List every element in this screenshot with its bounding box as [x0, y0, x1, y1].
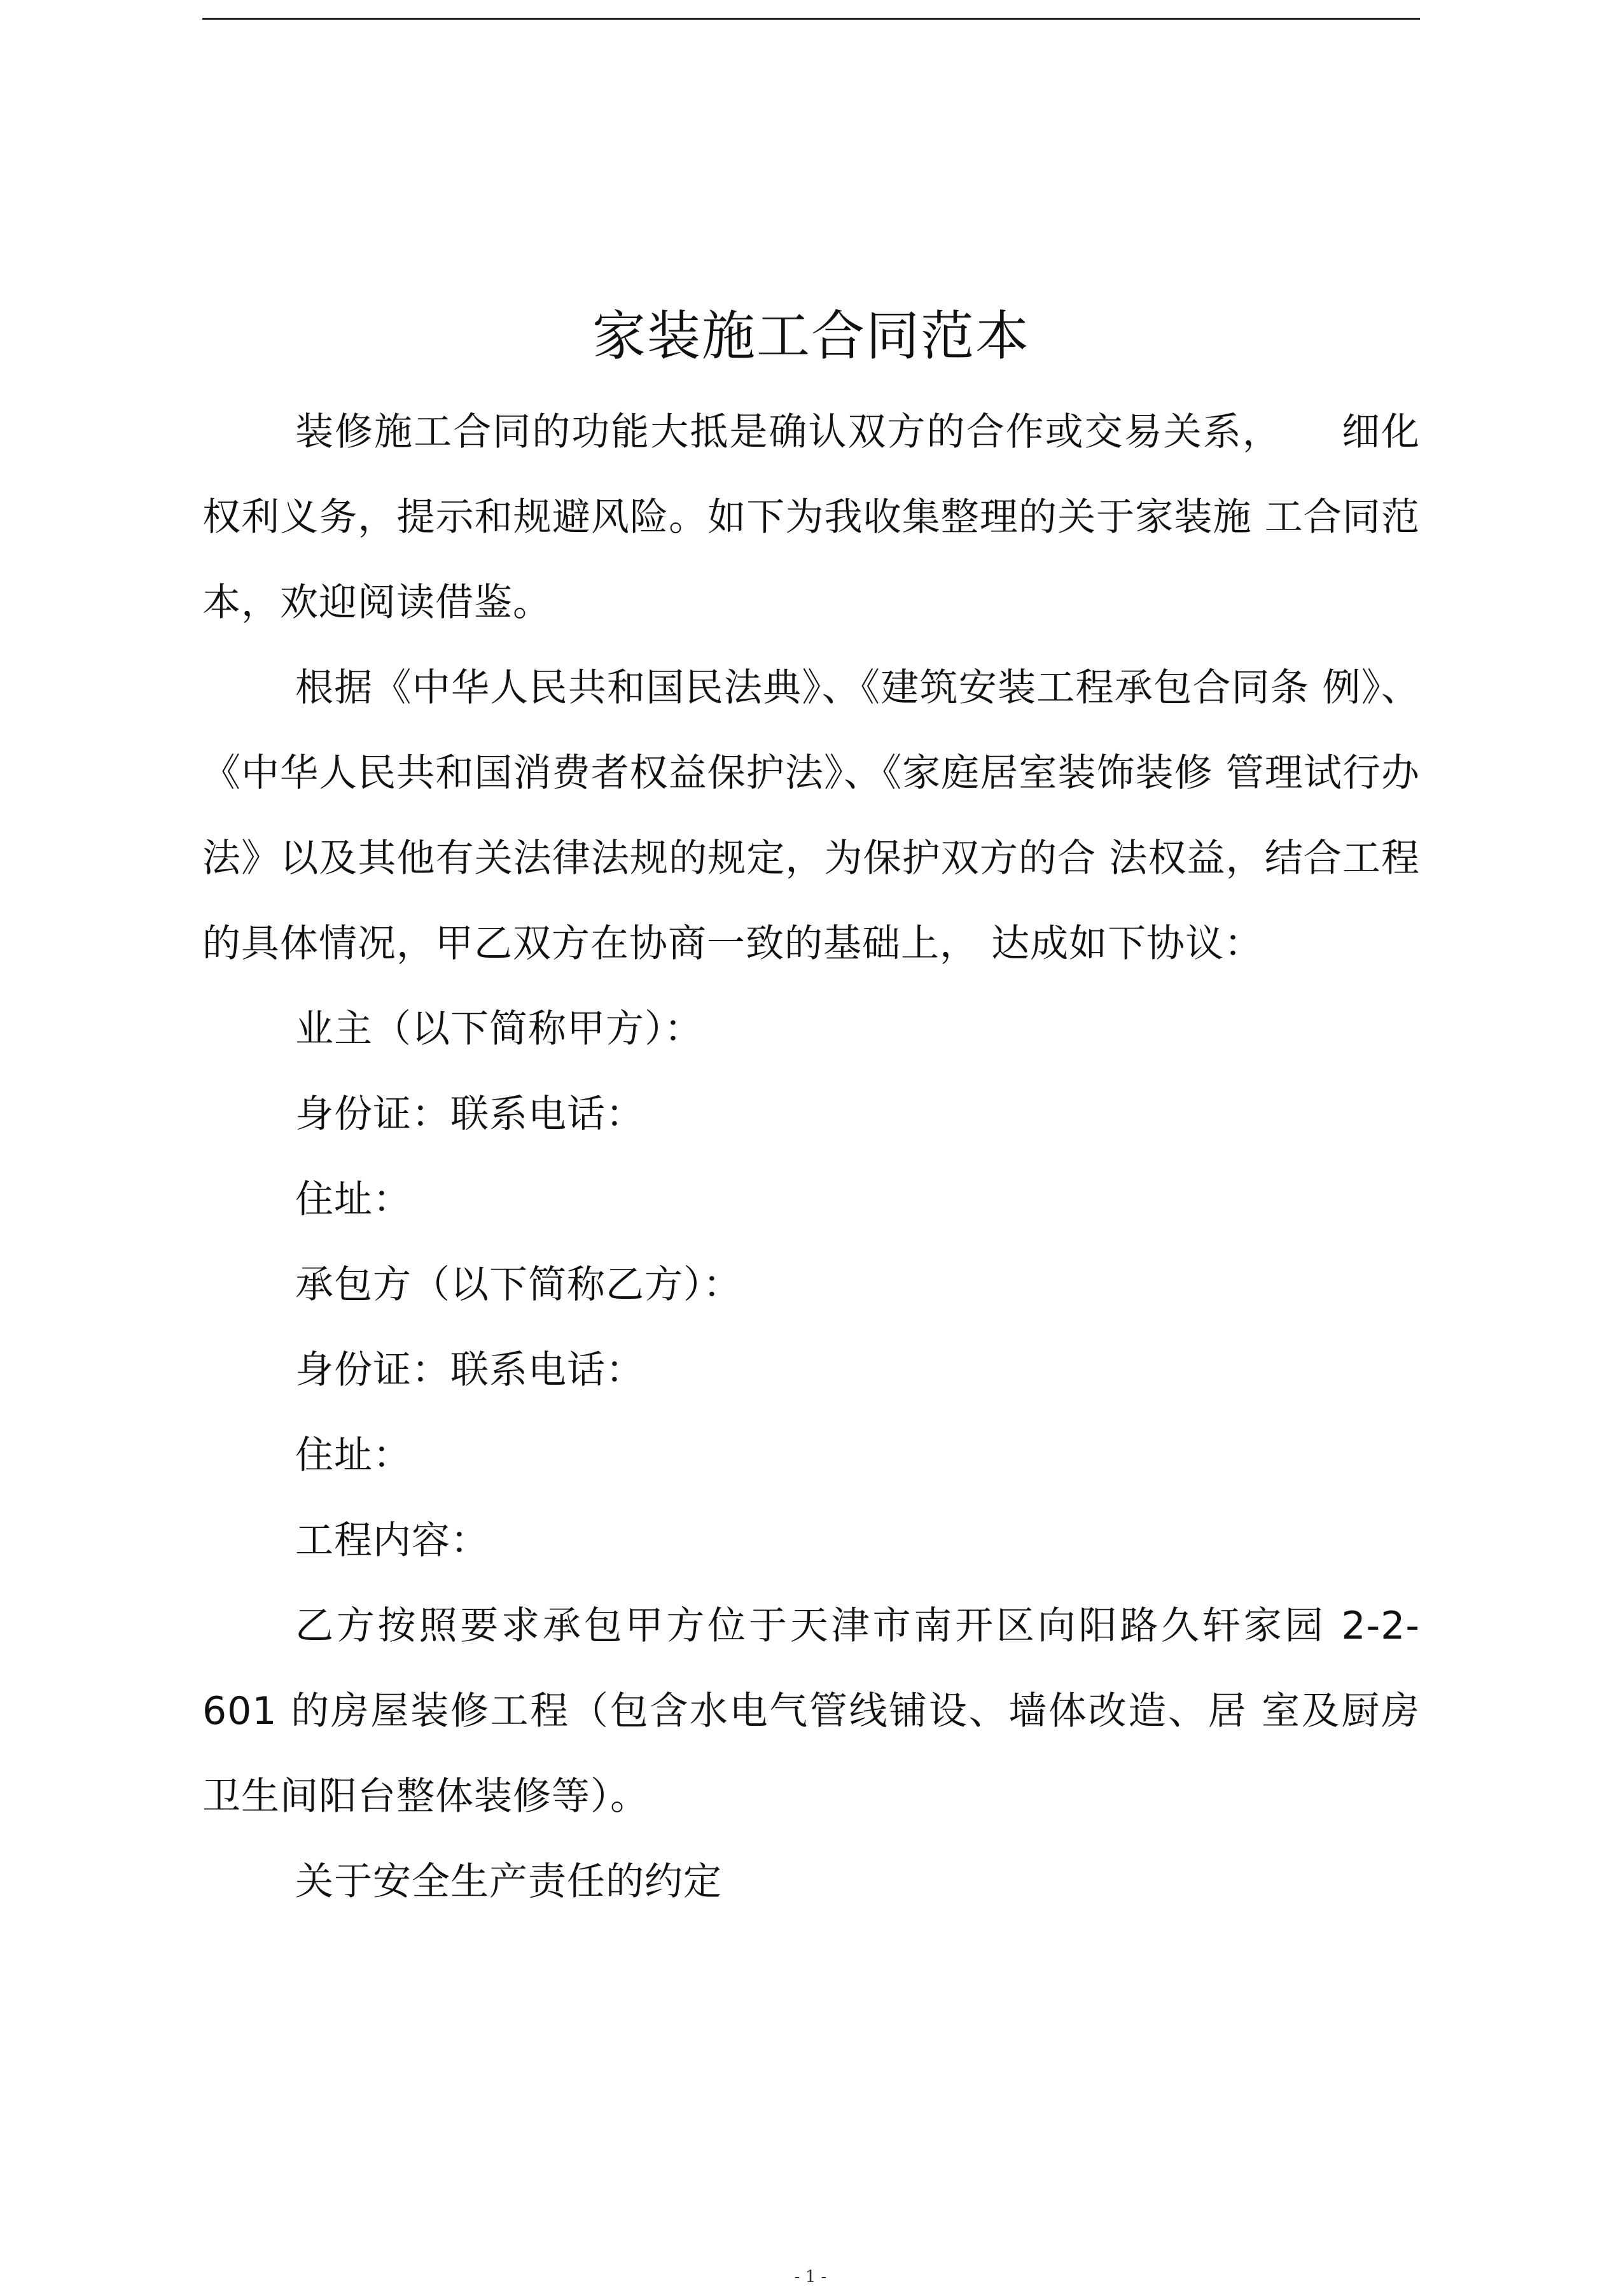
party-b-label: 承包方（以下简称乙方）： — [295, 1263, 742, 1307]
legal-basis-paragraph: 根据《中华人民共和国民法典》、《建筑安装工程承包合同条 例》、《中华人民共和国消费者权益保护法》、《家庭居室装饰装修 管理试行办法》以及其他有关法律法规的规定，为保护双方的合 法权益，结合工程的具体情况，甲乙双方在协商一致的基础上， 达成如下协议： — [202, 666, 1420, 966]
party-b-address: 住址： — [295, 1433, 412, 1478]
party-a-address: 住址： — [295, 1177, 412, 1222]
party-b-id-phone: 身份证：联系电话： — [295, 1348, 644, 1392]
safety-heading: 关于安全生产责任的约定 — [295, 1859, 722, 1904]
project-content-label: 工程内容： — [295, 1518, 489, 1563]
page-number: - 1 - — [794, 2267, 827, 2286]
party-a-id-phone: 身份证：联系电话： — [295, 1092, 644, 1137]
document-body — [202, 389, 1420, 1924]
party-a-label: 业主（以下简称甲方）： — [295, 1007, 703, 1051]
intro-paragraph: 装修施工合同的功能大抵是确认双方的合作或交易关系， 细化权利义务，提示和规避风险。如下为我收集整理的关于家装施 工合同范本，欢迎阅读借鉴。 — [202, 410, 1420, 625]
header-rule — [202, 18, 1420, 20]
project-content-paragraph: 乙方按照要求承包甲方位于天津市南开区向阳路久轩家园 2-2-601 的房屋装修工程（包含水电气管线铺设、墙体改造、居 室及厨房卫生间阳台整体装修等）。 — [202, 1604, 1420, 1819]
document-title: 家装施工合同范本 — [592, 305, 1030, 367]
